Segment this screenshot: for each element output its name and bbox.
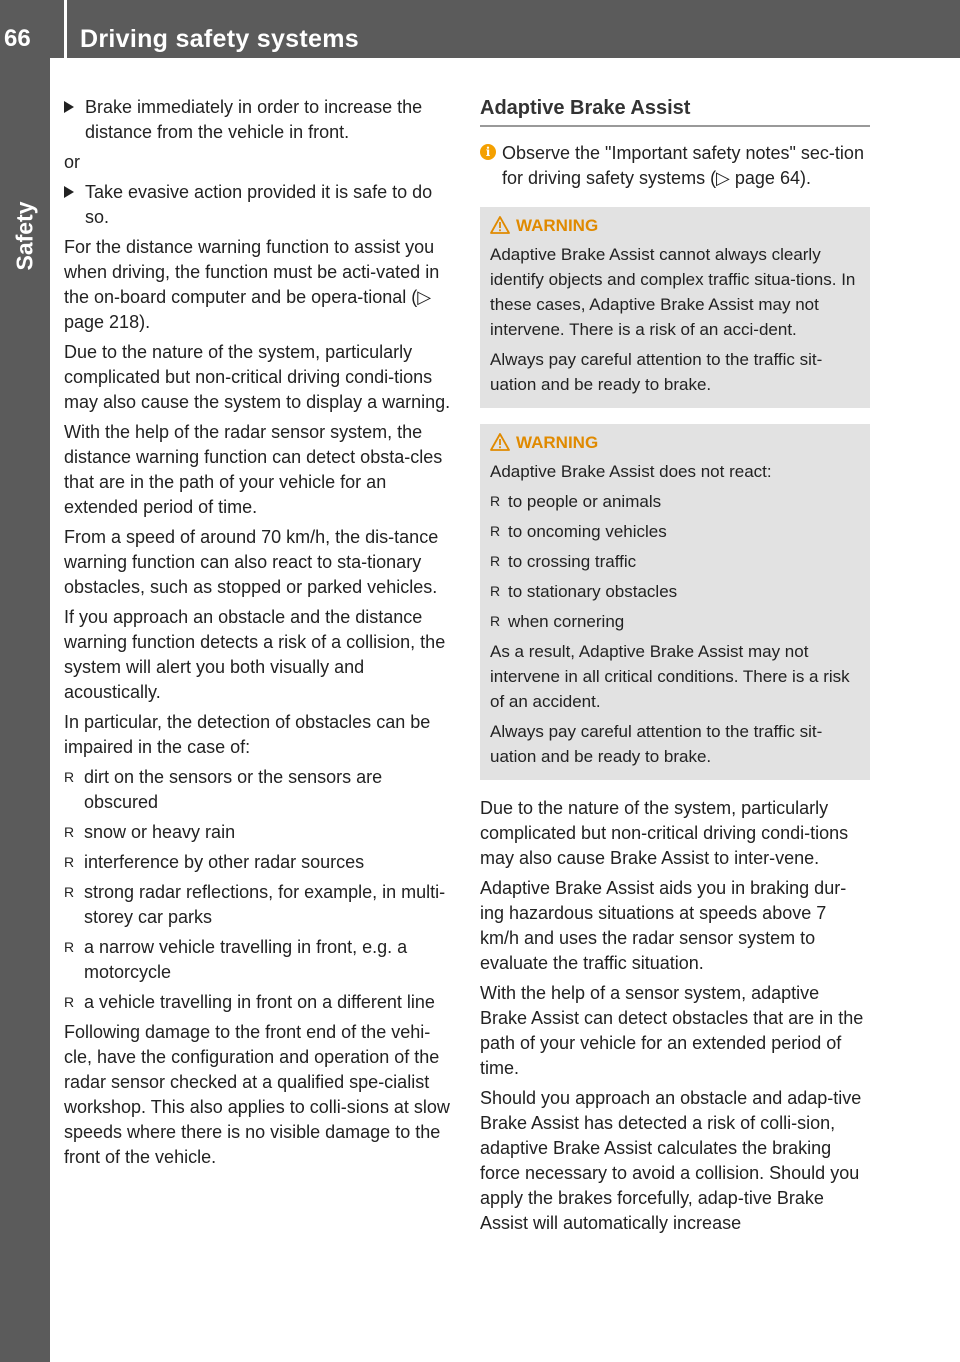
paragraph: Adaptive Brake Assist aids you in braking dur-ing hazardous situations at speeds above 7 km/h and uses the radar sensor system to evaluate the traffic situation. [480, 878, 847, 973]
list-item: R strong radar reflections, for example, in multi-storey car parks [64, 882, 446, 927]
list-item: R snow or heavy rain [64, 820, 456, 845]
warning-text: Always pay careful attention to the traffic sit-uation and be ready to brake. [490, 722, 823, 766]
paragraph: In particular, the detection of obstacles can be impaired in the case of: [64, 712, 431, 757]
header-divider [64, 0, 67, 58]
page-title: Driving safety systems [80, 25, 359, 53]
page-number: 66 [4, 25, 31, 52]
list-item: R to people or animals [490, 489, 860, 514]
section-title: Adaptive Brake Assist [480, 95, 870, 127]
paragraph: Due to the nature of the system, particularly complicated but non-critical driving condi-tions may also cause the system to display a warning. [64, 342, 451, 412]
instruction-step: Brake immediately in order to increase the distance from the vehicle in front. [64, 95, 456, 145]
bullet-icon: R [64, 939, 75, 955]
bullet-icon: R [64, 884, 75, 900]
paragraph: Due to the nature of the system, particularly complicated but non-critical driving condi-tions may also cause Brake Assist to inter-vene. [480, 798, 849, 868]
impairment-list [64, 765, 456, 1015]
warning-triangle-icon [490, 216, 510, 234]
paragraph: Should you approach an obstacle and adap-tive Brake Assist has detected a risk of colli-sion, adaptive Brake Assist calculates the braking force necessary to avoid a collision. Should you apply the brakes forcefully, adap-tive Brake Assist will automatically increase [480, 1088, 862, 1233]
list-item: R interference by other radar sources [64, 850, 456, 875]
warning-text: Adaptive Brake Assist cannot always clearly identify objects and complex traffic situa-tions. In these cases, Adaptive Brake Assist may not intervene. There is a risk of an acci-dent. [490, 245, 856, 339]
paragraph: With the help of the radar sensor system, the distance warning function can detect obsta-cles that are in the path of your vehicle for an extended period of time. [64, 422, 443, 517]
list-item: R a narrow vehicle travelling in front, e.g. a motorcycle [64, 937, 408, 982]
list-item: R a vehicle travelling in front on a different line [64, 990, 456, 1015]
warning-text: Always pay careful attention to the traffic sit-uation and be ready to brake. [490, 350, 823, 394]
or-text: or [64, 152, 81, 172]
bullet-icon: R [64, 994, 75, 1010]
paragraph: Following damage to the front end of the vehi-cle, have the configuration and operation of the radar sensor checked at a qualified spe-cialist workshop. This also applies to colli-sions at slow speeds where there is no visible damage to the front of the vehicle. [64, 1022, 450, 1167]
bullet-icon: R [490, 493, 501, 509]
section-side-tab [0, 58, 50, 1362]
paragraph: If you approach an obstacle and the distance warning function detects a risk of a collision, the system will alert you both visually and acoustically. [64, 607, 446, 702]
bullet-icon: R [490, 553, 501, 569]
step-arrow-icon [64, 101, 74, 113]
paragraph: For the distance warning function to assist you when driving, the function must be acti-vated in the on-board computer and be opera-tional (▷ page 218). [64, 237, 440, 332]
warning-heading: WARNING [490, 213, 860, 238]
list-item: R to oncoming vehicles [490, 519, 860, 544]
bullet-icon: R [64, 769, 75, 785]
step-arrow-icon [64, 186, 74, 198]
left-column [64, 95, 456, 1175]
warning-text: Adaptive Brake Assist does not react: [490, 462, 772, 481]
list-item: R when cornering [490, 609, 860, 634]
info-icon: i [480, 144, 496, 160]
page-header [0, 0, 960, 58]
list-item: R to stationary obstacles [490, 579, 860, 604]
side-tab-label: Safety [11, 201, 38, 271]
instruction-step: Take evasive action provided it is safe to do so. [64, 180, 456, 230]
warning-box [480, 207, 870, 408]
bullet-icon: R [64, 824, 75, 840]
right-column [480, 95, 870, 1241]
bullet-icon: R [64, 854, 75, 870]
warning-heading: WARNING [490, 430, 860, 455]
bullet-icon: R [490, 613, 501, 629]
warning-box [480, 424, 870, 780]
bullet-icon: R [490, 523, 501, 539]
info-note: i Observe the "Important safety notes" sec-tion for driving safety systems (▷ page 64). [480, 141, 870, 191]
warning-list [490, 489, 860, 634]
paragraph: With the help of a sensor system, adaptive Brake Assist can detect obstacles that are in the path of your vehicle for an extended period of time. [480, 983, 864, 1078]
warning-triangle-icon [490, 433, 510, 451]
list-item: R to crossing traffic [490, 549, 860, 574]
list-item: R dirt on the sensors or the sensors are obscured [64, 767, 383, 812]
warning-text: As a result, Adaptive Brake Assist may not intervene in all critical conditions. There is a risk of an accident. [490, 642, 850, 711]
paragraph: From a speed of around 70 km/h, the dis-tance warning function can also react to sta-tionary obstacles, such as stopped or parked vehicles. [64, 527, 439, 597]
bullet-icon: R [490, 583, 501, 599]
